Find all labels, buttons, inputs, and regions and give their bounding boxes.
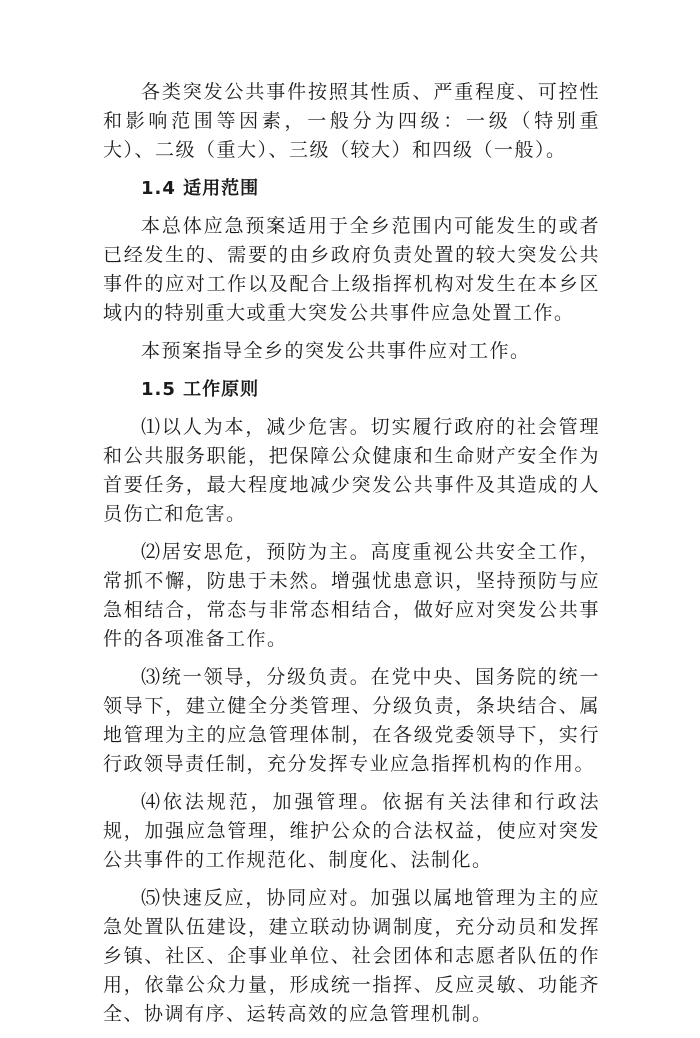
- document-body: [103, 78, 600, 1038]
- principle-5-paragraph: ⑸快速反应，协同应对。加强以属地管理为主的应急处置队伍建设，建立联动协调制度，充分动员和发挥乡镇、社区、企事业单位、社会团体和志愿者队伍的作用，依靠公众力量，形成统一指挥、反应灵敏、功能齐全、协调有序、运转高效的应急管理机制。: [103, 887, 600, 1025]
- principle-3-paragraph: ⑶统一领导，分级负责。在党中央、国务院的统一领导下，建立健全分类管理、分级负责，条块结合、属地管理为主的应急管理体制，在各级党委领导下，实行行政领导责任制，充分发挥专业应急指挥机构的作用。: [103, 666, 600, 775]
- principle-4-paragraph: ⑷依法规范，加强管理。依据有关法律和行政法规，加强应急管理，维护公众的合法权益，使应对突发公共事件的工作规范化、制度化、法制化。: [103, 791, 600, 871]
- intro-paragraph: 各类突发公共事件按照其性质、严重程度、可控性和影响范围等因素，一般分为四级：一级（特别重大）、二级（重大）、三级（较大）和四级（一般）。: [103, 81, 600, 161]
- scope-paragraph: 本总体应急预案适用于全乡范围内可能发生的或者已经发生的、需要的由乡政府负责处置的较大突发公共事件的应对工作以及配合上级指挥机构对发生在本乡区域内的特别重大或重大突发公共事件应急处置工作。: [103, 215, 600, 324]
- principle-1-paragraph: ⑴以人为本，减少危害。切实履行政府的社会管理和公共服务职能，把保障公众健康和生命财产安全作为首要任务，最大程度地减少突发公共事件及其造成的人员伤亡和危害。: [103, 416, 600, 525]
- section-heading-1-5: 1.5 工作原则: [141, 379, 260, 400]
- section-heading-1-4: 1.4 适用范围: [141, 178, 260, 199]
- principle-2-paragraph: ⑵居安思危，预防为主。高度重视公共安全工作，常抓不懈，防患于未然。增强忧患意识，坚持预防与应急相结合，常态与非常态相结合，做好应对突发公共事件的各项准备工作。: [103, 541, 600, 650]
- guidance-paragraph: 本预案指导全乡的突发公共事件应对工作。: [141, 340, 531, 362]
